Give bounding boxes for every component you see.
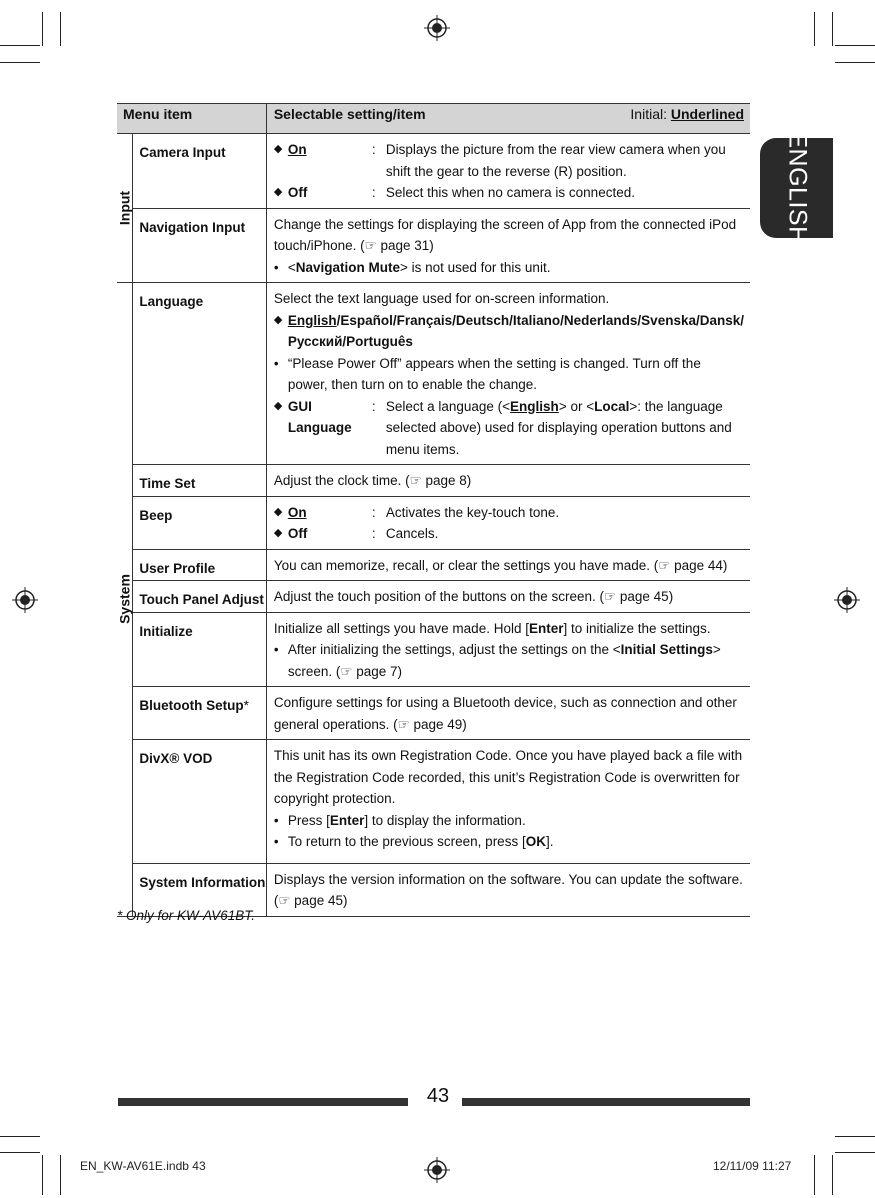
language-list: English/Español/Français/Deutsch/Italiano/Nederlands/Svenska/Dansk/Русский/Português xyxy=(287,312,744,349)
table-header xyxy=(117,104,750,134)
slug-date: 12/11/09 11:27 xyxy=(713,1159,792,1173)
registration-mark-icon xyxy=(424,15,450,41)
bullet-note xyxy=(274,831,744,853)
bullet-note xyxy=(274,639,744,682)
crop-mark xyxy=(0,1152,40,1153)
group-input-label: Input xyxy=(115,190,132,226)
crop-mark xyxy=(0,62,40,63)
bullet-note xyxy=(274,353,744,396)
colon: : xyxy=(371,142,376,157)
table-row xyxy=(117,465,750,497)
page-bar-left xyxy=(118,1098,408,1106)
setting-touch-panel-adjust: Adjust the touch position of the buttons on the screen. (☞ page 45) xyxy=(266,581,750,613)
bullet-note xyxy=(274,257,744,279)
diamond-icon: ◆ xyxy=(273,313,283,326)
option-gui-language xyxy=(274,396,744,461)
menu-item-navigation-input: Navigation Input xyxy=(133,208,266,283)
crop-mark xyxy=(0,1136,40,1137)
setting-system-information: Displays the version information on the software. You can update the software. (☞ page 45) xyxy=(266,863,750,916)
settings-table xyxy=(117,103,750,917)
bullet-icon: • xyxy=(273,642,279,657)
crop-mark xyxy=(835,1152,875,1153)
menu-item-bluetooth-setup: Bluetooth Setup* xyxy=(133,687,266,740)
diamond-icon: ◆ xyxy=(273,186,283,198)
page-bar-right xyxy=(462,1098,750,1106)
menu-item-touch-panel-adjust: Touch Panel Adjust xyxy=(133,581,266,613)
page-number: 43 xyxy=(426,1085,450,1107)
diamond-icon: ◆ xyxy=(273,505,283,518)
setting-beep xyxy=(266,496,750,549)
table-row xyxy=(117,496,750,549)
registration-mark-icon xyxy=(424,1157,450,1183)
option-desc: Select a language (<English> or <Local>: the language selected above) used for displaying operation buttons and menu items. xyxy=(385,398,732,457)
diamond-icon: ◆ xyxy=(273,527,283,539)
crop-mark xyxy=(835,1136,875,1137)
table-row xyxy=(117,612,750,687)
description: This unit has its own Registration Code. Once you have played back a file with the Registration Code recorded, this unit’s Registration Code is overwritten for copyright protection. xyxy=(273,748,743,806)
menu-item-language: Language xyxy=(133,283,266,465)
crop-mark xyxy=(814,1155,815,1195)
diamond-icon: ◆ xyxy=(273,399,283,412)
slug-file: EN_KW-AV61E.indb 43 xyxy=(80,1159,206,1173)
table-row xyxy=(117,581,750,613)
crop-mark xyxy=(832,12,833,46)
crop-mark xyxy=(814,12,815,46)
option-name: On xyxy=(287,142,307,157)
crop-mark xyxy=(60,1155,61,1195)
diamond-icon: ◆ xyxy=(273,143,283,155)
option-desc: Displays the picture from the rear view camera when you shift the gear to the reverse (R) position. xyxy=(385,142,726,179)
menu-item-system-information: System Information xyxy=(133,863,266,916)
bullet-text: <Navigation Mute> is not used for this unit. xyxy=(287,259,551,275)
option-name: GUI Language xyxy=(287,398,352,435)
option-desc: Select this when no camera is connected. xyxy=(385,185,635,200)
colon: : xyxy=(371,185,376,200)
setting-time-set: Adjust the clock time. (☞ page 8) xyxy=(266,465,750,497)
crop-mark xyxy=(0,45,40,46)
option-on xyxy=(274,139,744,182)
option-off xyxy=(274,182,744,204)
setting-divx-vod xyxy=(266,740,750,864)
group-system xyxy=(117,283,133,917)
crop-mark xyxy=(42,12,43,46)
crop-mark xyxy=(835,62,875,63)
table-row xyxy=(117,740,750,864)
setting-initialize xyxy=(266,612,750,687)
bullet-text: “Please Power Off” appears when the setting is changed. Turn off the power, then turn on to enable the change. xyxy=(287,355,701,392)
registration-mark-icon xyxy=(834,587,860,613)
option-desc: Cancels. xyxy=(385,526,439,541)
setting-navigation-input xyxy=(266,208,750,283)
bullet-icon: • xyxy=(273,834,279,849)
language-tab xyxy=(760,131,833,245)
option-off xyxy=(274,523,744,545)
colon: : xyxy=(371,526,376,541)
group-system-label: System xyxy=(115,574,132,625)
table-row xyxy=(117,208,750,283)
bullet-icon: • xyxy=(273,259,279,275)
crop-mark xyxy=(42,1155,43,1195)
description: Select the text language used for on-screen information. xyxy=(273,291,610,306)
table-row xyxy=(117,134,750,209)
footnote: * Only for KW-AV61BT. xyxy=(117,908,256,923)
description: Change the settings for displaying the screen of App from the connected iPod touch/iPhone. (☞ page 31) xyxy=(273,216,737,253)
initial-label: Initial: xyxy=(630,106,671,122)
bullet-icon: • xyxy=(273,355,279,371)
bullet-icon: • xyxy=(273,812,279,828)
initial-value: Underlined xyxy=(670,106,744,122)
setting-bluetooth-setup: Configure settings for using a Bluetooth device, such as connection and other general operations. (☞ page 49) xyxy=(266,687,750,740)
bullet-note xyxy=(274,810,744,832)
registration-mark-icon xyxy=(12,587,38,613)
group-input xyxy=(117,134,133,283)
header-setting-label: Selectable setting/item xyxy=(273,106,426,122)
table-row xyxy=(117,687,750,740)
menu-item-time-set: Time Set xyxy=(133,465,266,497)
setting-language xyxy=(266,283,750,465)
header-menu-item: Menu item xyxy=(117,104,266,134)
menu-item-user-profile: User Profile xyxy=(133,549,266,581)
setting-camera-input xyxy=(266,134,750,209)
header-initial xyxy=(630,104,744,126)
table-row xyxy=(117,283,750,465)
option-name: On xyxy=(287,504,307,520)
menu-item-camera-input: Camera Input xyxy=(133,134,266,209)
menu-item-divx-vod: DivX® VOD xyxy=(133,740,266,864)
crop-mark xyxy=(832,1155,833,1195)
language-tab-label: ENGLISH xyxy=(783,131,811,245)
header-selectable-setting xyxy=(266,104,750,134)
bullet-text: To return to the previous screen, press [OK]. xyxy=(287,834,554,849)
colon: : xyxy=(371,398,376,414)
option-name: Off xyxy=(287,526,308,541)
crop-mark xyxy=(60,12,61,46)
bullet-text: After initializing the settings, adjust the settings on the <Initial Settings> screen. (☞ page 7) xyxy=(287,642,721,679)
option-on xyxy=(274,502,744,524)
setting-user-profile: You can memorize, recall, or clear the settings you have made. (☞ page 44) xyxy=(266,549,750,581)
crop-mark xyxy=(835,45,875,46)
option-name: Off xyxy=(287,185,308,200)
option-desc: Activates the key-touch tone. xyxy=(385,504,560,520)
description: Initialize all settings you have made. Hold [Enter] to initialize the settings. xyxy=(273,620,711,636)
language-options xyxy=(274,310,744,353)
bullet-text: Press [Enter] to display the information. xyxy=(287,812,526,828)
menu-item-beep: Beep xyxy=(133,496,266,549)
colon: : xyxy=(371,504,376,520)
table-row xyxy=(117,549,750,581)
menu-item-initialize: Initialize xyxy=(133,612,266,687)
